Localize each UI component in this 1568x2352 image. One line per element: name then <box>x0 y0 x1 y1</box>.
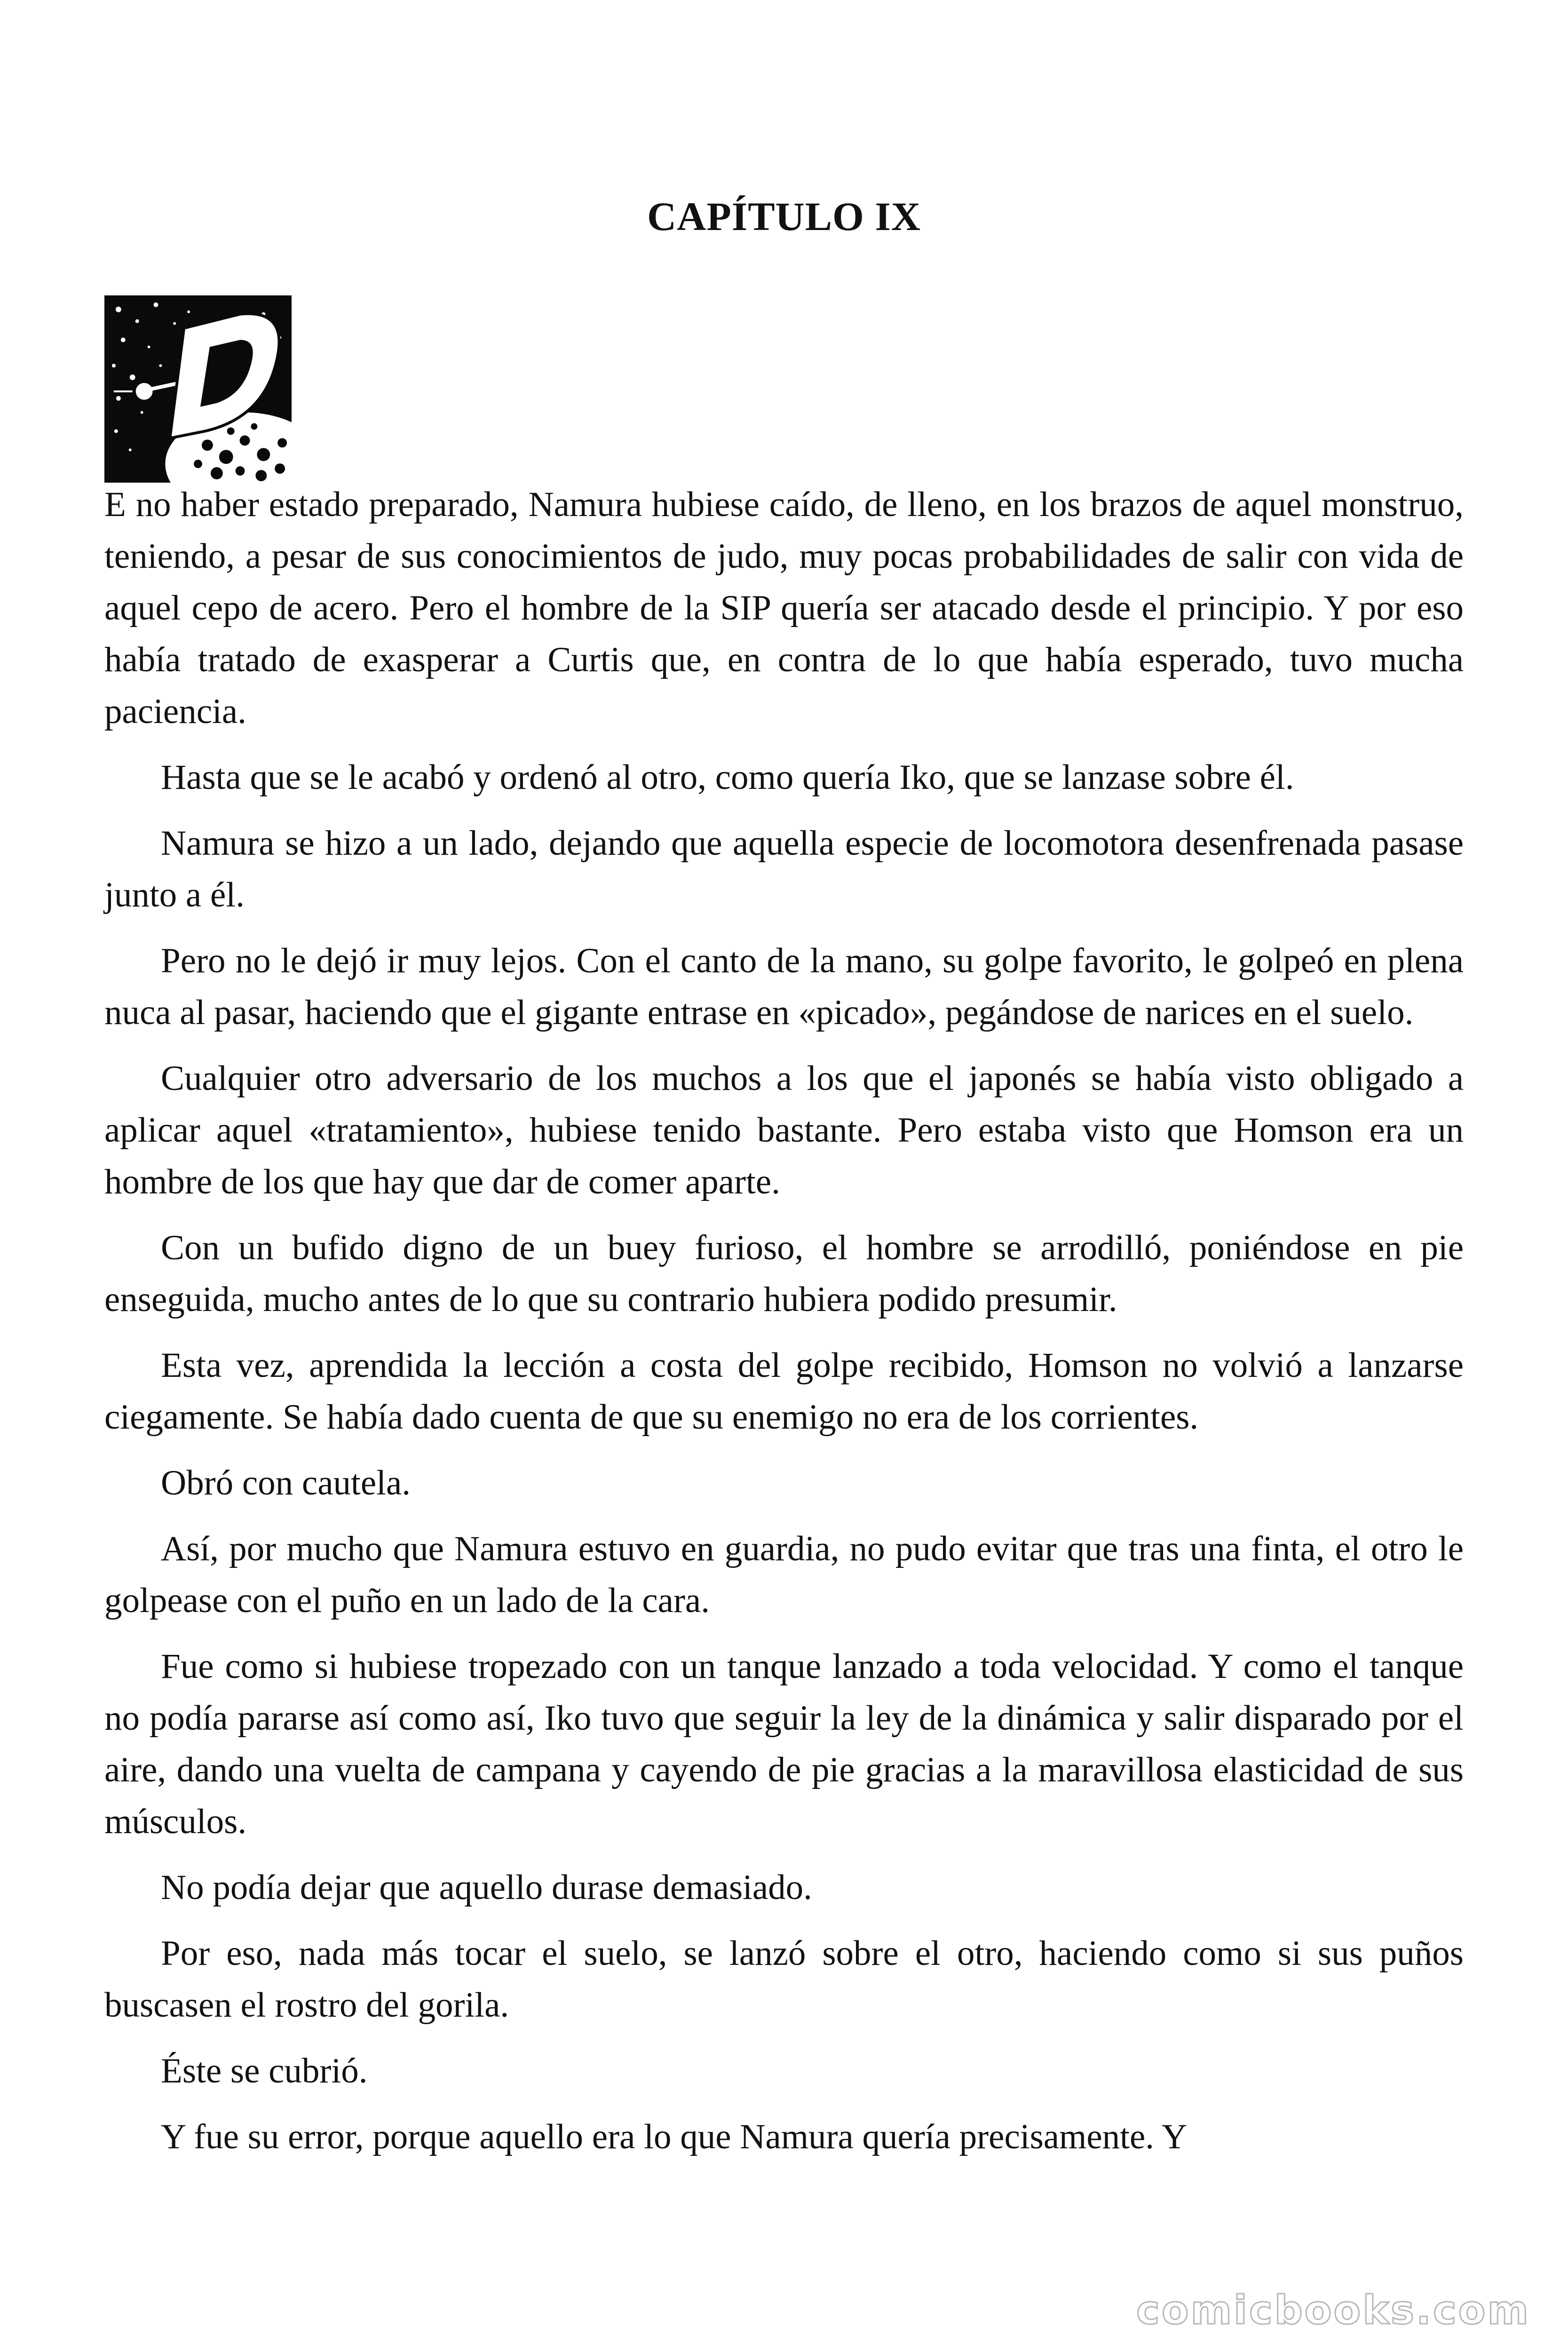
paragraph: No podía dejar que aquello durase demasiado. <box>161 1868 812 1907</box>
dropcap-illustration <box>104 295 292 483</box>
watermark: comicbooks.com <box>1136 2287 1530 2333</box>
body-text <box>104 479 1464 2177</box>
paragraph: Esta vez, aprendida la lección a costa del golpe recibido, Homson no volvió a lanzarse ciegamente. Se había dado cuenta de que su enemigo no era de los corrientes. <box>104 1346 1464 1437</box>
paragraph: E no haber estado preparado, Namura hubiese caído, de lleno, en los brazos de aquel monstruo, teniendo, a pesar de sus conocimientos de judo, muy pocas probabilidades de salir con vida de aquel cepo de acero. Pero el hombre de la SIP quería ser atacado desde el principio. Y por eso había tratado de exasperar a Curtis que, en contra de lo que había esperado, tuvo mucha paciencia. <box>104 485 1464 731</box>
paragraph: Obró con cautela. <box>161 1463 411 1502</box>
paragraph: Así, por mucho que Namura estuvo en guardia, no pudo evitar que tras una finta, el otro le golpease con el puño en un lado de la cara. <box>104 1529 1464 1620</box>
paragraph: Namura se hizo a un lado, dejando que aquella especie de locomotora desenfrenada pasase junto a él. <box>104 824 1464 914</box>
dropcap-letter-image <box>104 295 292 483</box>
paragraph: Éste se cubrió. <box>161 2051 368 2090</box>
paragraph: Hasta que se le acabó y ordenó al otro, como quería Iko, que se lanzase sobre él. <box>161 758 1294 797</box>
paragraph: Fue como si hubiese tropezado con un tanque lanzado a toda velocidad. Y como el tanque no podía pararse así como así, Iko tuvo que seguir la ley de la dinámica y salir disparado por el aire, dando una vuelta de campana y cayendo de pie gracias a la maravillosa elasticidad de sus músculos. <box>104 1647 1464 1841</box>
paragraph: Cualquier otro adversario de los muchos a los que el japonés se había visto obligado a aplicar aquel «tratamiento», hubiese tenido bastante. Pero estaba visto que Homson era un hombre de los que hay que dar de comer aparte. <box>104 1059 1464 1201</box>
paragraph: Pero no le dejó ir muy lejos. Con el canto de la mano, su golpe favorito, le golpeó en plena nuca al pasar, haciendo que el gigante entrase en «picado», pegándose de narices en el suelo. <box>104 941 1464 1032</box>
paragraph: Y fue su error, porque aquello era lo que Namura quería precisamente. Y <box>161 2117 1188 2156</box>
paragraph: Por eso, nada más tocar el suelo, se lanzó sobre el otro, haciendo como si sus puños buscasen el rostro del gorila. <box>104 1934 1464 2025</box>
paragraph: Con un bufido digno de un buey furioso, el hombre se arrodilló, poniéndose en pie enseguida, mucho antes de lo que su contrario hubiera podido presumir. <box>104 1228 1464 1319</box>
chapter-title: CAPÍTULO IX <box>647 194 921 239</box>
